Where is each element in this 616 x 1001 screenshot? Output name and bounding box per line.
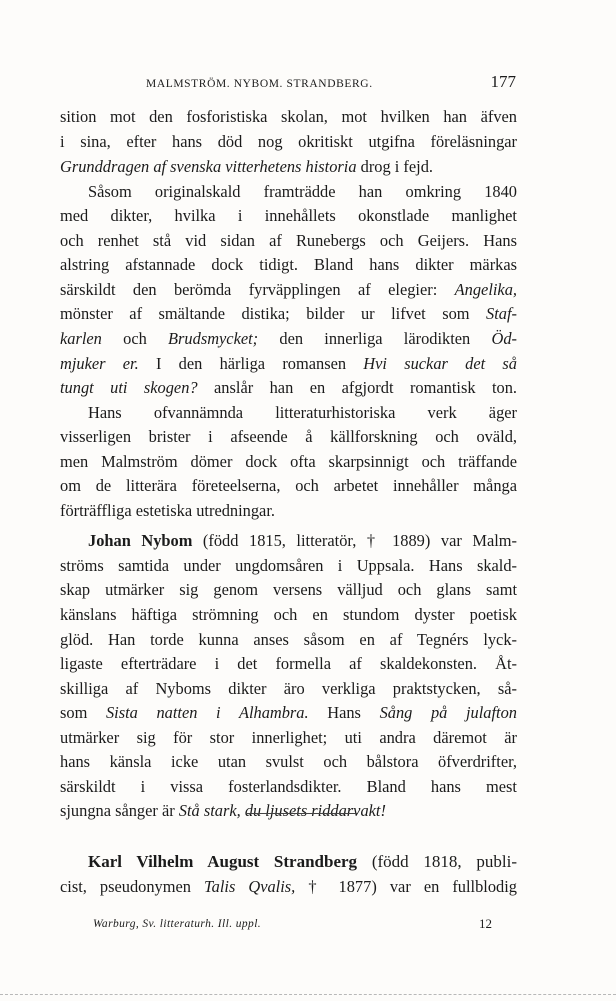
text-line: Såsom originalskald framträdde han omkring 1840	[88, 182, 517, 201]
signature-mark: 12	[479, 916, 492, 931]
author-name: Johan Nybom	[88, 531, 193, 550]
text-line: hans känsla icke utan svulst och bålstora öfverdrifter,	[60, 752, 517, 771]
author-name: Karl Vilhelm August Strandberg	[88, 852, 358, 871]
text-line: utmärker sig för stor innerlighet; uti andra däremot är	[60, 728, 517, 747]
text-line: om de litterära företeelserna, och arbetet innehåller många	[60, 476, 517, 495]
text-line: glöd. Han torde kunna anses såsom en af Tegnérs lyck-	[60, 630, 517, 649]
text-line: visserligen brister i afseende å källforskning och oväld,	[60, 427, 517, 446]
text-line: och renhet stå vid sidan af Runebergs och Geijers. Hans	[60, 231, 517, 250]
text-line: särskildt den berömda fyrväpplingen af elegier: Angelika,	[60, 280, 517, 299]
text-line: sition mot den fosforistiska skolan, mot hvilken han äfven	[60, 107, 517, 126]
page-number: 177	[490, 72, 516, 91]
text-line: cist, pseudonymen Talis Qvalis, † 1877) var en fullblodig	[60, 877, 518, 896]
text-line: Johan Nybom (född 1815, litteratör, † 1889) var Malm-	[88, 531, 517, 550]
text-line: i sina, efter hans död nog okritiskt utgifna föreläsningar	[60, 132, 517, 151]
text-line: ligaste efterträdare i det formella af skaldekonsten. Åt-	[60, 654, 517, 673]
text-line: mjuker er. I den härliga romansen Hvi suckar det så	[60, 354, 517, 373]
text-line: Karl Vilhelm August Strandberg (född 1818, publi-	[88, 852, 517, 871]
text-line: sjungna sånger är Stå stark, du ljusets riddarvakt!	[60, 801, 386, 820]
text-line: förträffliga estetiska utredningar.	[60, 501, 275, 520]
text-line: Hans ofvannämnda litteraturhistoriska verk äger	[88, 403, 517, 422]
text-line: skap utmärker sig genom versens välljud och glans samt	[60, 580, 517, 599]
text-line: ströms samtida under ungdomsåren i Uppsala. Hans skald-	[60, 556, 517, 575]
section-divider	[246, 813, 358, 814]
text-line: alstring afstannade dock tidigt. Bland hans dikter märkas	[60, 255, 517, 274]
text-line: med dikter, hvilka i innehållets okonstlade manlighet	[60, 206, 517, 225]
running-title: MALMSTRÖM. NYBOM. STRANDBERG.	[146, 78, 373, 90]
text-line: känslans häftiga strömning och en stundom dyster poetisk	[60, 605, 517, 624]
text-line: karlen och Brudsmycket; den innerliga lärodikten Öd-	[60, 329, 517, 348]
text-line: tungt uti skogen? anslår han en afgjordt romantisk ton.	[60, 378, 517, 397]
footer-source: Warburg, Sv. litteraturh. Ill. uppl.	[93, 918, 262, 930]
text-line: Grunddragen af svenska vitterhetens historia drog i fejd.	[60, 157, 434, 176]
text-line: som Sista natten i Alhambra. Hans Sång på julafton	[60, 703, 517, 722]
text-line: särskildt i vissa fosterlandsdikter. Bland hans mest	[60, 777, 517, 796]
text-line: men Malmström dömer dock ofta skarpsinnigt och träffande	[60, 452, 517, 471]
text-line: skilliga af Nyboms dikter äro verkliga praktstycken, så-	[60, 679, 517, 698]
scan-edge	[0, 994, 616, 995]
text-line: mönster af smältande distika; bilder ur lifvet som Staf-	[60, 304, 517, 323]
